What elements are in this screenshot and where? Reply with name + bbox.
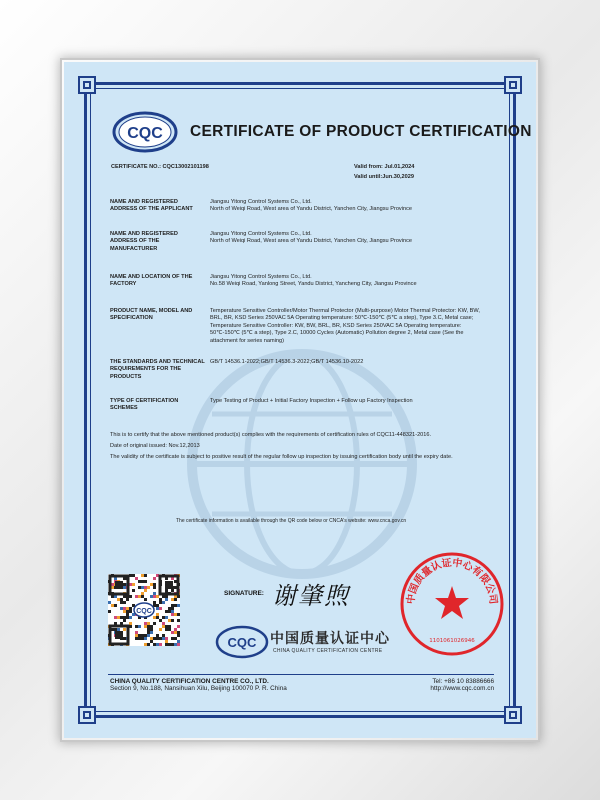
corner-ornament-bottom-left [78,706,96,724]
validity-statement: The validity of the certificate is subject to positive result of the regular follow up inspection by issuing certification body until the expiry date. [110,454,453,460]
organization-name-english: CHINA QUALITY CERTIFICATION CENTRE [273,648,383,654]
seal-number: 1101061026946 [429,638,475,644]
certify-statement: This is to certify that the above mentioned product(s) complies with the requirements of certification rules of CQC11-448321-2016. [110,432,432,438]
field-value [210,274,492,289]
field-value: GB/T 14536.1-2022;GB/T 14536.3-2022;GB/T 14536.10-2022 [210,359,364,365]
globe-watermark-icon [182,344,422,584]
field-value [210,231,492,246]
field-value [210,199,492,214]
value-line: Jiangsu Yitong Control Systems Co., Ltd. [210,231,312,237]
cqc-logo-text: CQC [127,125,163,142]
cqc-logo-icon [112,110,178,154]
value-line: North of Weiqi Road, West area of Yandu District, Yanchen City, Jiangsu Province [210,238,412,245]
field-value: Temperature Sensitive Controller/Motor Thermal Protector (Multi-purpose) Motor Thermal Protector: KW, BW, BRL, BR, KSD Series 250VAC 5A Operating temperature: 50℃-150℃ (5℃ a step), Type 3.C, Metal case; Temperature Sensitive Controller: KW, BW, BRL, BR, KSD Series 250VAC 5A Operating temperature: 50℃-150℃ (5℃ a step), Type 2.C, 10000 Cycles (Automatic) Pollution degree 2, Metal case (See the attachment for series naming) [210,308,480,344]
footer-contact-block [404,678,494,692]
official-seal-icon [398,550,506,658]
field-label: NAME AND LOCATION OF THE FACTORY [110,274,193,288]
qr-code[interactable] [108,574,180,646]
original-issue-date: Date of original issued: Nov.12,2013 [110,443,200,449]
valid-until: Valid until:Jun.30,2029 [354,174,414,181]
value-line: No.58 Weiqi Road, Yanlong Street, Yandu District, Yancheng City, Jiangsu Province [210,281,417,288]
certificate-paper [64,62,536,738]
signature: 谢肇煦 [272,582,350,610]
value-line: Jiangsu Yitong Control Systems Co., Ltd. [210,199,312,205]
valid-from: Valid from: Jul.01,2024 [354,164,415,170]
signature-label: SIGNATURE: [224,590,264,597]
field-value: Type Testing of Product + Initial Factory Inspection + Follow up Factory Inspection [210,398,413,404]
certificate-number: CERTIFICATE NO.: CQC13002101198 [111,164,209,170]
field-label: THE STANDARDS AND TECHNICAL REQUIREMENTS FOR THE PRODUCTS [110,359,205,380]
organization-name-chinese: 中国质量认证中心 [270,630,390,646]
corner-ornament-top-right [504,76,522,94]
value-line: North of Weiqi Road, West area of Yandu District, Yanchen City, Jiangsu Province [210,206,412,213]
field-label: NAME AND REGISTERED ADDRESS OF THE APPLICANT [110,199,193,213]
certificate-title: CERTIFICATE OF PRODUCT CERTIFICATION [190,123,532,140]
corner-ornament-top-left [78,76,96,94]
field-label: NAME AND REGISTERED ADDRESS OF THE MANUFACTURER [110,231,178,252]
value-line: Jiangsu Yitong Control Systems Co., Ltd. [210,274,312,280]
field-label: PRODUCT NAME, MODEL AND SPECIFICATION [110,308,193,322]
qr-logo-text: CQC [136,608,152,615]
qr-note: The certificate information is available through the QR code below or CNCA's website: www.cnca.gov.cn [176,518,407,524]
footer-company-name: CHINA QUALITY CERTIFICATION CENTRE CO., LTD. [110,678,269,685]
corner-ornament-bottom-right [504,706,522,724]
footer-website[interactable]: http://www.cqc.com.cn [430,685,494,692]
footer-address-block [110,678,287,692]
seal-text-path: 中国质量认证中心有限公司 [405,557,499,605]
validity-block [354,164,414,185]
footer-address: Section 9, No.188, Nansihuan Xilu, Beijing 100070 P. R. China [110,685,287,692]
footer-logo-text: CQC [227,635,257,650]
footer-divider [108,674,494,675]
cqc-footer-logo-icon [214,624,270,660]
field-label: TYPE OF CERTIFICATION SCHEMES [110,398,179,412]
footer-tel: Tel: +86 10 83886666 [432,678,494,685]
